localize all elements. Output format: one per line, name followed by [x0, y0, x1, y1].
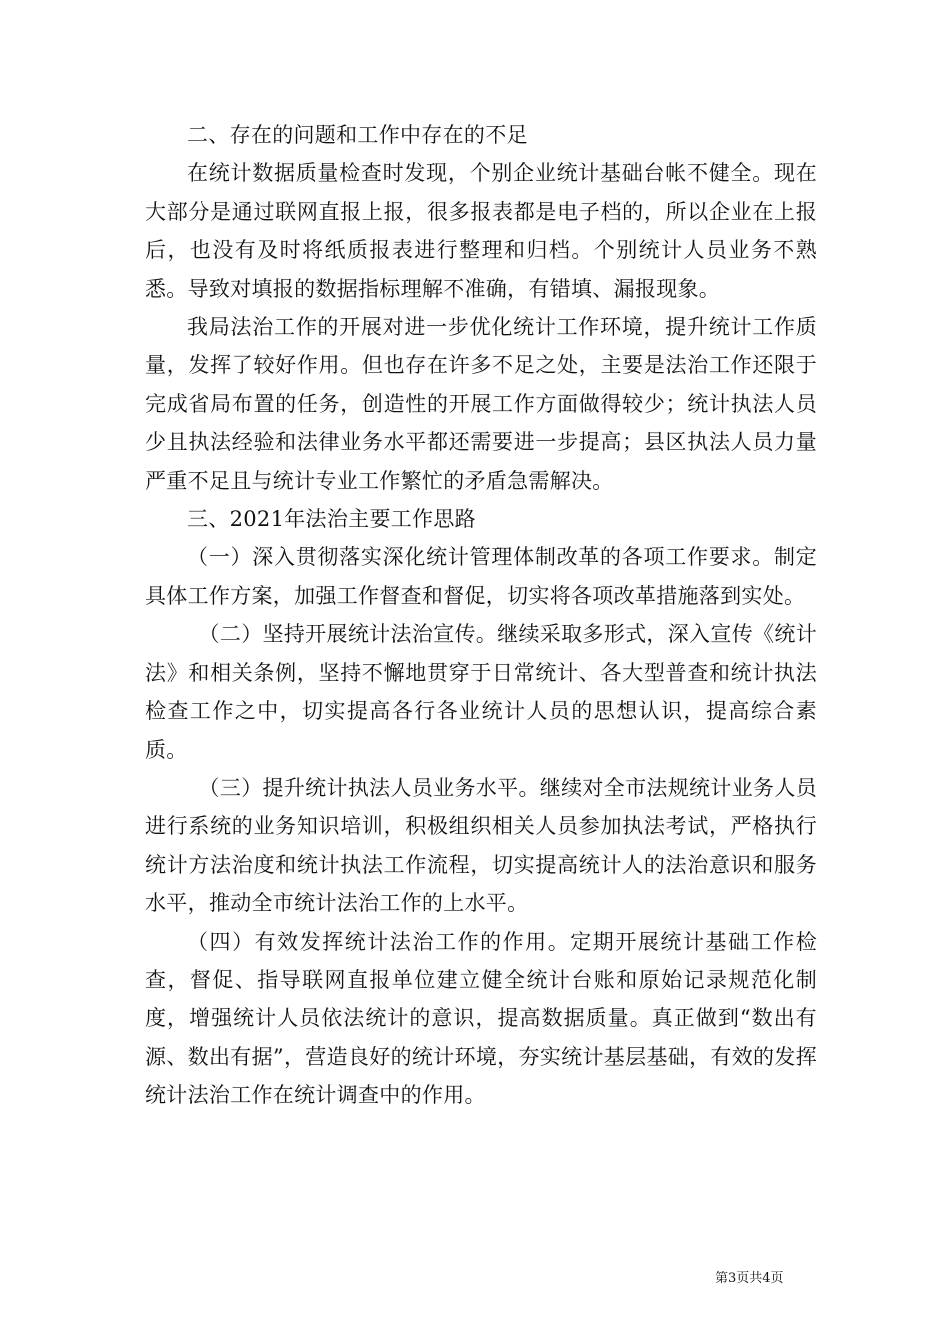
paragraph-item-1: （一）深入贯彻落实深化统计管理体制改革的各项工作要求。制定具体工作方案，加强工作督查和督促，切实将各项改革措施落到实处。 [145, 545, 817, 608]
page-number-footer: 第3页共4页 [715, 1271, 784, 1286]
paragraph-item-2: （二）坚持开展统计法治宣传。继续采取多形式，深入宣传《统计法》和相关条例，坚持不懈地贯穿于日常统计、各大型普查和统计执法检查工作之中，切实提高各行各业统计人员的思想认识，提高综合素质。 [145, 622, 817, 762]
document-body [145, 116, 817, 1115]
section-heading-2021-plan: 三、2021年法治主要工作思路 [187, 507, 476, 532]
paragraph-item-4: （四）有效发挥统计法治工作的作用。定期开展统计基础工作检查，督促、指导联网直报单位建立健全统计台账和原始记录规范化制度，增强统计人员依法统计的意识，提高数据质量。真正做到“数出有源、数出有据”，营造良好的统计环境，夯实统计基层基础，有效的发挥统计法治工作在统计调查中的作用。 [145, 929, 817, 1108]
section-heading-problems: 二、存在的问题和工作中存在的不足 [187, 123, 528, 147]
paragraph-item-3: （三）提升统计执法人员业务水平。继续对全市法规统计业务人员进行系统的业务知识培训，积极组织相关人员参加执法考试，严格执行统计方法治度和统计执法工作流程，切实提高统计人的法治意识和服务水平，推动全市统计法治工作的上水平。 [145, 775, 817, 916]
paragraph-rule-of-law-work: 我局法治工作的开展对进一步优化统计工作环境，提升统计工作质量，发挥了较好作用。但也存在许多不足之处，主要是法治工作还限于完成省局布置的任务，创造性的开展工作方面做得较少；统计执法人员少且执法经验和法律业务水平都还需要进一步提高；县区执法人员力量严重不足且与统计专业工作繁忙的矛盾急需解决。 [145, 315, 817, 493]
paragraph-data-quality: 在统计数据质量检查时发现，个别企业统计基础台帐不健全。现在大部分是通过联网直报上报，很多报表都是电子档的，所以企业在上报后，也没有及时将纸质报表进行整理和归档。个别统计人员业务不熟悉。导致对填报的数据指标理解不准确，有错填、漏报现象。 [145, 161, 817, 301]
